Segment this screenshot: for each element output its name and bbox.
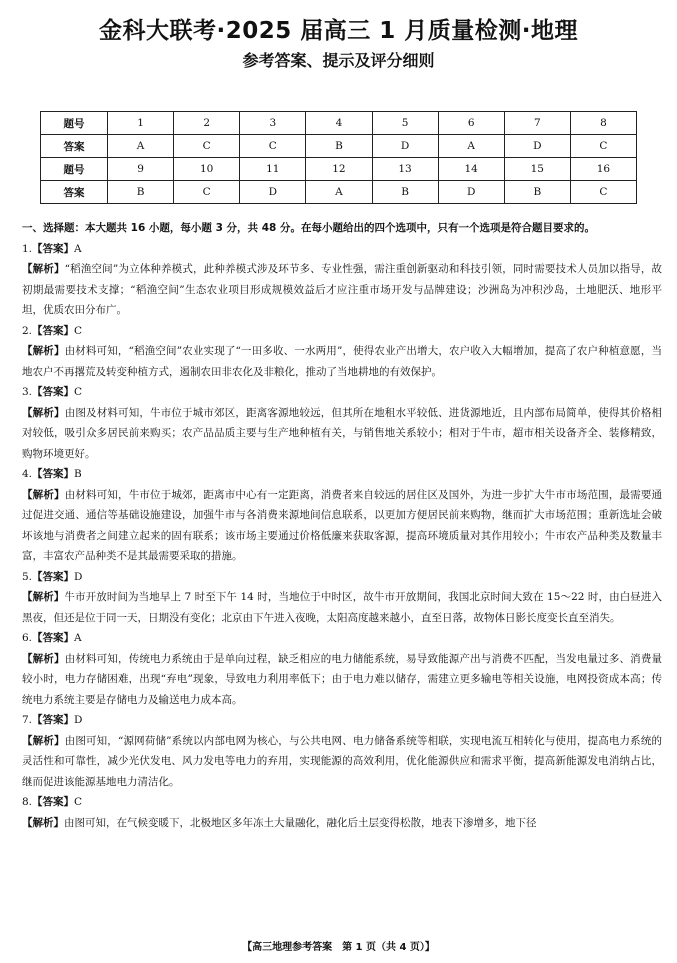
- answer-value: B: [74, 468, 82, 480]
- answer-line: [22, 464, 662, 485]
- analysis-tag: 【解析】: [22, 816, 64, 829]
- answer-table-cell: 13: [372, 158, 438, 181]
- analysis-text: “稻渔空间”为立体种养模式，此种养模式涉及环节多、专业性强，需注重创新驱动和科技引领，同时需要技术人员加以指导，故初期最需要技术支撑；“稻渔空间”生态农业项目形成规模效益后才应注重市场开发与品牌建设；沙洲岛为冲积沙岛，土地肥沃、地形平坦，优质农田分布广。: [22, 263, 663, 316]
- answer-table-cell: 8: [570, 112, 636, 135]
- answer-table-cell: 9: [108, 158, 174, 181]
- answer-line: [22, 710, 662, 731]
- answer-table-cell: B: [108, 181, 174, 204]
- analysis-text: 由材料可知，传统电力系统由于是单向过程，缺乏相应的电力储能系统，易导致能源产出与消费不匹配，当发电量过多、消费量较小时，电力存储困难，出现“弃电”现象，导致电力利用率低下；由于电力难以储存，需建立更多输电等相关设施，电网投资成本高；传统电力系统主要是存储电力及输送电力成本高。: [22, 652, 663, 706]
- answer-table-cell: 11: [240, 158, 306, 181]
- answer-value: C: [74, 386, 83, 398]
- analysis-text: 由图可知，在气候变暖下，北极地区多年冻土大量融化，融化后土层变得松散，地表下渗增多，地下径: [64, 816, 537, 829]
- answer-value: A: [74, 632, 82, 644]
- page-title: 金科大联考·2025 届高三 1 月质量检测·地理: [98, 18, 578, 44]
- question-item: [22, 321, 662, 383]
- page-footer: 【高三地理参考答案 第 1 页（共 4 页）】: [242, 942, 435, 953]
- answer-table-cell: A: [108, 135, 174, 158]
- answer-table-cell: 3: [240, 112, 306, 135]
- question-item: [22, 382, 662, 464]
- answer-table-cell: C: [240, 135, 306, 158]
- answer-table-cell: D: [372, 135, 438, 158]
- answer-table-row-label: 题号: [41, 112, 108, 135]
- question-item: [22, 464, 662, 567]
- answer-table-cell: 14: [438, 158, 504, 181]
- analysis-paragraph: [22, 813, 662, 834]
- answer-value: C: [74, 324, 83, 337]
- answer-table-row-label: 题号: [41, 158, 108, 181]
- answer-table-cell: 4: [306, 112, 372, 135]
- answer-table-cell: B: [372, 181, 438, 204]
- question-item: [22, 567, 662, 629]
- analysis-tag: 【解析】: [22, 652, 65, 665]
- answer-table-row-label: 答案: [41, 135, 108, 158]
- answer-table-cell: B: [504, 181, 570, 204]
- answer-table-cell: B: [306, 135, 372, 158]
- answer-table-cell: 15: [504, 158, 570, 181]
- answer-tag: 【答案】: [32, 468, 75, 480]
- analysis-text: 由图可知，“源网荷储”系统以内部电网为核心，与公共电网、电力储备系统等相联，实现电流互相转化与使用，提高电力系统的灵活性和可靠性，减少光伏发电、风力发电等电力的弃用，实现能源的高效利用，优化能源供应和需求平衡，提高新能源发电消纳占比，继而促进该能源基地电力清洁化。: [22, 734, 663, 788]
- analysis-paragraph: [22, 259, 662, 321]
- answer-tag: 【答案】: [32, 796, 75, 808]
- analysis-paragraph: [22, 587, 662, 628]
- answer-tag: 【答案】: [32, 324, 75, 337]
- answer-table-cell: D: [240, 181, 306, 204]
- question-item: [22, 710, 662, 792]
- question-number: 8.: [22, 796, 33, 808]
- answer-table-cell: A: [306, 181, 372, 204]
- question-number: 4.: [22, 468, 33, 480]
- answer-line: [22, 792, 662, 813]
- analysis-paragraph: [22, 403, 662, 465]
- analysis-tag: 【解析】: [22, 591, 65, 603]
- question-list: [22, 239, 662, 834]
- answer-tag: 【答案】: [32, 714, 75, 726]
- answer-table-cell: 12: [306, 158, 372, 181]
- question-number: 2.: [22, 324, 33, 337]
- analysis-paragraph: [22, 485, 662, 567]
- question-number: 7.: [22, 714, 33, 726]
- answer-table-cell: 16: [570, 158, 636, 181]
- analysis-paragraph: [22, 731, 662, 793]
- answer-table-row: [41, 158, 637, 181]
- answer-tag: 【答案】: [32, 632, 75, 644]
- answer-line: [22, 239, 662, 260]
- answer-table-cell: 10: [174, 158, 240, 181]
- analysis-paragraph: [22, 649, 662, 711]
- question-item: [22, 239, 662, 321]
- answer-table-row-label: 答案: [41, 181, 108, 204]
- answer-value: D: [74, 570, 83, 583]
- answer-table-cell: C: [174, 135, 240, 158]
- question-number: 6.: [22, 632, 33, 644]
- question-number: 3.: [22, 386, 33, 398]
- question-number: 5.: [22, 570, 33, 583]
- analysis-text: 由材料可知，牛市位于城郊，距离市中心有一定距离，消费者来自较远的居住区及国外，为进一步扩大牛市市场范围，最需要通过促进交通、通信等基础设施建设，加强牛市与各消费来源地间信息联系，以更加方便居民前来购物，继而扩大市场范围；重新选址会破坏该地与消费者之间建立起来的固有联系；该市场主要通过价格低廉来获取客源，提高环境质量对其作用较小；牛市农产品种类及数量丰富，丰富农产品种类不是其最需要采取的措施。: [22, 488, 663, 562]
- answer-tag: 【答案】: [32, 386, 75, 398]
- analysis-text: 由图及材料可知，牛市位于城市郊区，距离客源地较远，但其所在地租水平较低、进货源地近，且内部布局简单，使得其价格相对较低，吸引众多居民前来购买；农产品品质主要与生产地种植有关，与销售地关系较小；相对于牛市，超市相关设备齐全、装修精致，购物环境更好。: [22, 406, 663, 460]
- page-subtitle: 参考答案、提示及评分细则: [242, 51, 435, 70]
- answer-table-cell: D: [504, 135, 570, 158]
- analysis-text: 牛市开放时间为当地早上 7 时至下午 14 时，当地位于中时区，故牛市开放期间，我国北京时间大致在 15～22 时，由白昼进入黑夜，但还是位于同一天，日期没有变化；北京由下午进入夜晚，太阳高度越来越小，直至日落，故物体日影长度变长直至消失。: [22, 591, 662, 624]
- answer-value: D: [74, 714, 83, 726]
- answer-table-cell: C: [570, 135, 636, 158]
- answer-table-cell: C: [570, 181, 636, 204]
- answer-table-cell: 6: [438, 112, 504, 135]
- answer-table-cell: C: [174, 181, 240, 204]
- answer-line: [22, 567, 662, 588]
- answer-line: [22, 321, 662, 342]
- answer-tag: 【答案】: [32, 242, 75, 255]
- answer-table-cell: 1: [108, 112, 174, 135]
- answer-line: [22, 382, 662, 403]
- answer-tag: 【答案】: [32, 570, 75, 583]
- answer-table-cell: 5: [372, 112, 438, 135]
- answer-line: [22, 628, 662, 649]
- section-heading: 一、选择题：本大题共 16 小题，每小题 3 分，共 48 分。在每小题给出的四个选项中，只有一个选项是符合题目要求的。: [22, 222, 595, 234]
- answer-table-row: [41, 112, 637, 135]
- analysis-text: 由材料可知，“稻渔空间”农业实现了“一田多收、一水两用”，使得农业产出增大，农户收入大幅增加，提高了农户种植意愿，当地农户不再撂荒及转变种植方式，遏制农田非农化及非粮化，推动了当地耕地的有效保护。: [22, 345, 662, 378]
- analysis-tag: 【解析】: [22, 406, 65, 419]
- analysis-tag: 【解析】: [22, 345, 65, 357]
- answer-table-cell: 7: [504, 112, 570, 135]
- question-number: 1.: [22, 242, 33, 255]
- answer-table-row: [41, 135, 637, 158]
- question-item: [22, 628, 662, 710]
- analysis-tag: 【解析】: [22, 263, 65, 275]
- analysis-tag: 【解析】: [22, 734, 65, 747]
- answer-table-cell: A: [438, 135, 504, 158]
- answer-value: C: [74, 796, 83, 808]
- answer-table-cell: D: [438, 181, 504, 204]
- answer-table-row: [41, 181, 637, 204]
- answer-content: [22, 218, 662, 833]
- answer-value: A: [74, 242, 82, 255]
- analysis-paragraph: [22, 341, 662, 382]
- question-item: [22, 792, 662, 833]
- analysis-tag: 【解析】: [22, 488, 65, 501]
- answer-table: [40, 111, 637, 204]
- answer-table-cell: 2: [174, 112, 240, 135]
